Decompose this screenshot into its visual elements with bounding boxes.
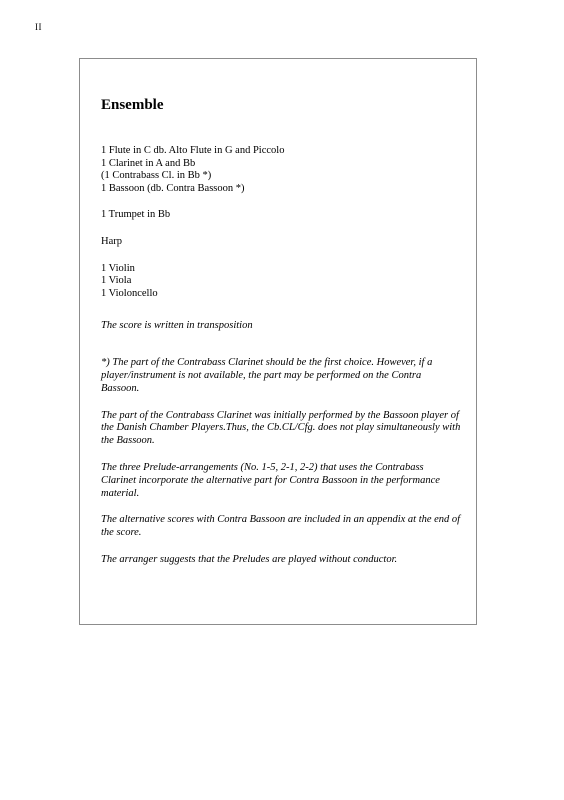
harp-list [101,236,461,249]
brass-list [101,209,461,222]
ensemble-content [101,96,461,567]
ensemble-heading: Ensemble [101,97,164,113]
instrument-flute: 1 Flute in C db. Alto Flute in G and Piccolo [101,145,285,156]
instrument-clarinet: 1 Clarinet in A and Bb [101,157,196,169]
note-initial-performance: The part of the Contrabass Clarinet was initially performed by the Bassoon player of the Danish Chamber Players.Thus, the Cb.CL/Cfg. does not play simultaneously with the Bassoon. [101,409,461,447]
strings-list [101,263,461,301]
instrument-violoncello: 1 Violoncello [101,287,158,299]
transposition-note: The score is written in transposition [101,320,253,332]
instrument-harp: Harp [101,235,122,247]
instrument-bassoon: 1 Bassoon (db. Contra Bassoon *) [101,182,245,194]
woodwinds-list [101,145,461,195]
instrument-violin: 1 Violin [101,262,135,274]
instrument-viola: 1 Viola [101,275,132,287]
note-appendix: The alternative scores with Contra Bassoon are included in an appendix at the end of the score. [101,514,461,539]
instrument-contrabass-clarinet: (1 Contrabass Cl. in Bb *) [101,170,212,182]
note-prelude-arrangements: The three Prelude-arrangements (No. 1-5, 2-1, 2-2) that uses the Contrabass Clarinet incorporate the alternative part for Contra Bassoon in the performance material. [101,461,440,499]
note-contrabass-first-choice: *) The part of the Contrabass Clarinet should be the first choice. However, if a player/instrument is not available, the part may be performed on the Contra Bassoon. [101,357,433,394]
page-number: II [35,22,42,32]
instrument-trumpet: 1 Trumpet in Bb [101,209,171,221]
note-without-conductor: The arranger suggests that the Preludes are played without conductor. [101,553,398,565]
